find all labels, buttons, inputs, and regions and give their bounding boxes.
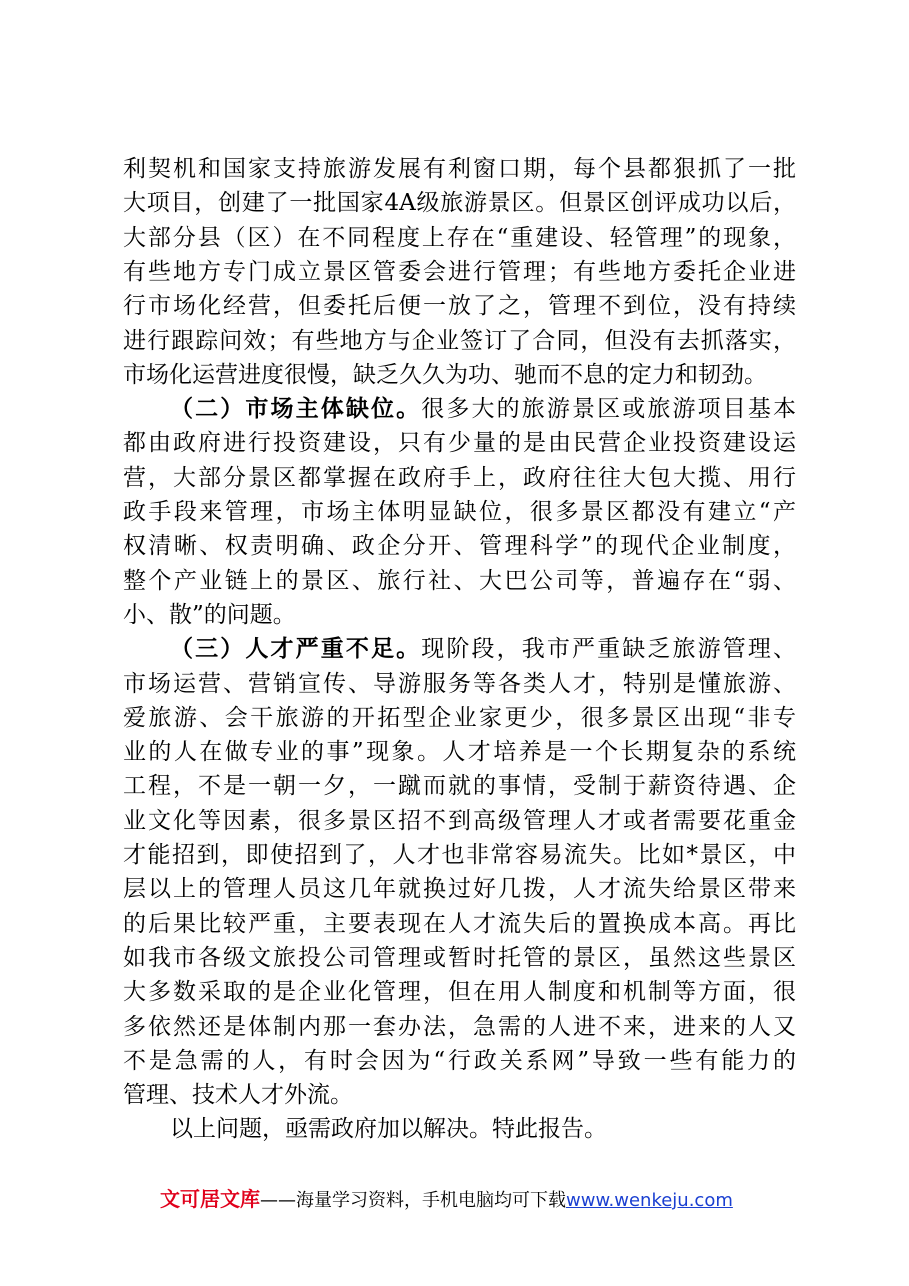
text-line: 业文化等因素，很多景区招不到高级管理人才或者需要花重金 xyxy=(123,807,796,834)
text-line: 权清晰、权责明确、政企分开、管理科学”的现代企业制度， xyxy=(123,533,796,560)
footer-brand: 文可居文库 xyxy=(160,1187,260,1211)
closing-line: 以上问题，亟需政府加以解决。特此报告。 xyxy=(170,1116,607,1143)
section-text: 现阶段，我市严重缺乏旅游管理、 xyxy=(421,636,796,663)
text-line: 业的人在做专业的事”现象。人才培养是一个长期复杂的系统 xyxy=(123,739,796,766)
text-line: 工程，不是一朝一夕，一蹴而就的事情，受制于薪资待遇、企 xyxy=(123,773,796,800)
text-line: 有些地方专门成立景区管委会进行管理；有些地方委托企业进 xyxy=(123,258,796,285)
text-line: 爱旅游、会干旅游的开拓型企业家更少，很多景区出现“非专 xyxy=(123,704,796,731)
section-3-first-line xyxy=(170,631,796,667)
text-line: 才能招到，即使招到了，人才也非常容易流失。比如*景区，中 xyxy=(123,842,796,868)
text-line: 如我市各级文旅投公司管理或暂时托管的景区，虽然这些景区 xyxy=(123,944,796,971)
text-line: 都由政府进行投资建设，只有少量的是由民营企业投资建设运 xyxy=(123,430,796,457)
text-line: 大多数采取的是企业化管理，但在用人制度和机制等方面，很 xyxy=(123,979,796,1006)
footer-url-link[interactable]: www.wenkeju.com xyxy=(566,1190,733,1211)
section-2-first-line xyxy=(170,391,796,427)
text-line: 大项目，创建了一批国家4A级旅游景区。但景区创评成功以后， xyxy=(123,190,796,217)
text-line: 市场运营、营销宣传、导游服务等各类人才，特别是懂旅游、 xyxy=(123,670,796,697)
section-heading: （二）市场主体缺位。 xyxy=(170,395,422,423)
text-line: 利契机和国家支持旅游发展有利窗口期，每个县都狠抓了一批 xyxy=(123,156,796,182)
footer-banner xyxy=(160,1183,800,1212)
text-line: 不是急需的人，有时会因为“行政关系网”导致一些有能力的 xyxy=(123,1047,796,1074)
text-line: 多依然还是体制内那一套办法，急需的人进不来，进来的人又 xyxy=(123,1013,796,1040)
section-heading: （三）人才严重不足。 xyxy=(170,635,422,663)
text-line: 的后果比较严重，主要表现在人才流失后的置换成本高。再比 xyxy=(123,910,796,937)
text-line: 大部分县（区）在不同程度上存在“重建设、轻管理”的现象， xyxy=(123,224,796,251)
text-line: 层以上的管理人员这几年就换过好几拨，人才流失给景区带来 xyxy=(123,876,796,903)
section-text: 很多大的旅游景区或旅游项目基本 xyxy=(421,396,796,423)
text-line: 管理、技术人才外流。 xyxy=(123,1082,353,1109)
text-line: 进行跟踪问效；有些地方与企业签订了合同，但没有去抓落实， xyxy=(123,327,796,354)
text-line: 市场化运营进度很慢，缺乏久久为功、驰而不息的定力和韧劲。 xyxy=(123,361,767,388)
text-line: 政手段来管理，市场主体明显缺位，很多景区都没有建立“产 xyxy=(123,499,796,525)
text-line: 整个产业链上的景区、旅行社、大巴公司等，普遍存在“弱、 xyxy=(123,567,796,594)
text-line: 行市场化经营，但委托后便一放了之，管理不到位，没有持续 xyxy=(123,293,796,320)
text-line: 营，大部分景区都掌握在政府手上，政府往往大包大揽、用行 xyxy=(123,464,796,491)
footer-slogan: ——海量学习资料，手机电脑均可下载 xyxy=(260,1190,566,1211)
text-line: 小、散”的问题。 xyxy=(123,601,296,628)
